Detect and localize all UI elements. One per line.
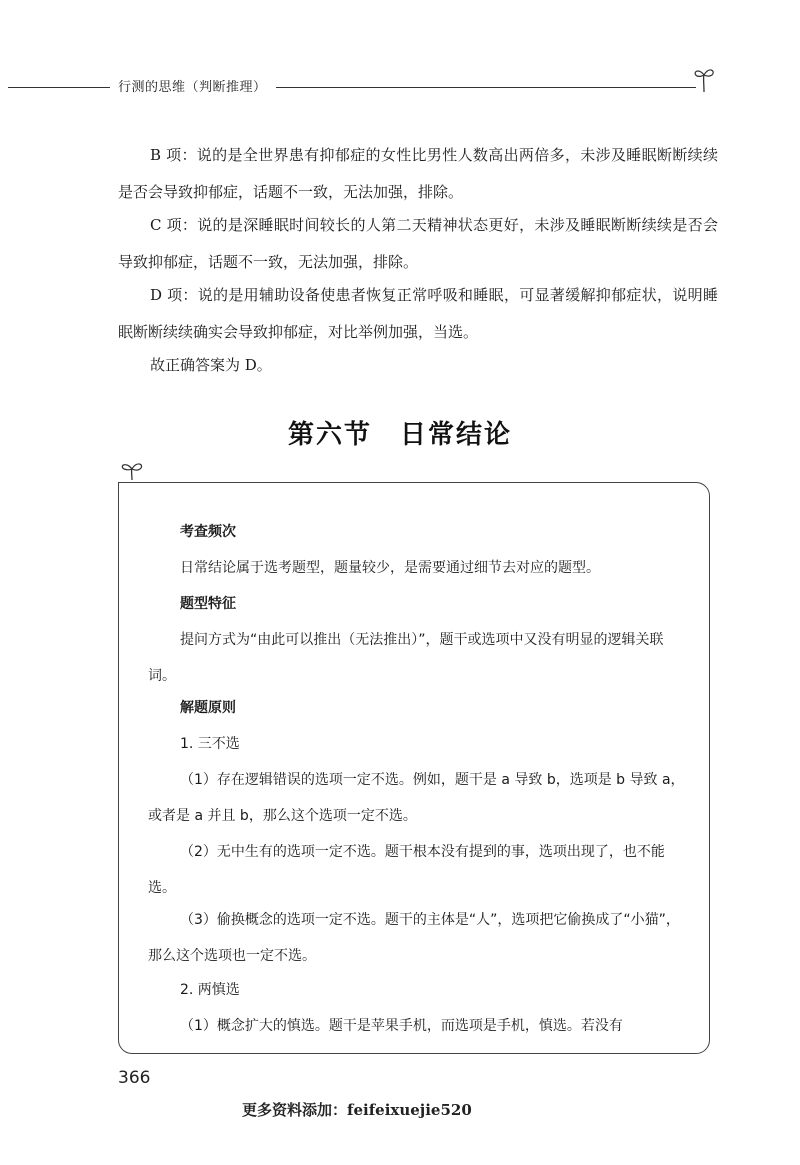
box-list-item-3: （3）偷换概念的选项一定不选。题干的主体是“人”，选项把它偷换成了“小猫”，那么这个选项也一定不选。 — [148, 912, 680, 964]
box-list-item-1: （1）存在逻辑错误的选项一定不选。例如，题干是 a 导致 b，选项是 b 导致 a，或者是 a 并且 b，那么这个选项一定不选。 — [148, 772, 685, 824]
paragraph-option-c: C 项：说的是深睡眠时间较长的人第二天精神状态更好，未涉及睡眠断断续续是否会导致抑郁症，话题不一致，无法加强，排除。 — [118, 216, 718, 271]
paragraph-option-b: B 项：说的是全世界患有抑郁症的女性比男性人数高出两倍多，未涉及睡眠断断续续是否会导致抑郁症，话题不一致，无法加强，排除。 — [118, 146, 718, 201]
box-heading-principles: 解题原则 — [180, 700, 236, 716]
box-paragraph-frequency: 日常结论属于选考题型，题量较少，是需要通过细节去对应的题型。 — [180, 560, 600, 576]
paragraph-option-d: D 项：说的是用辅助设备使患者恢复正常呼吸和睡眠，可显著缓解抑郁症状，说明睡眠断断续续确实会导致抑郁症，对比举例加强，当选。 — [118, 286, 718, 341]
box-heading-frequency: 考查频次 — [180, 524, 236, 540]
footer-note: 更多资料添加：feifeixuejie520 — [242, 1101, 472, 1119]
paragraph-answer: 故正确答案为 D。 — [150, 356, 272, 374]
box-list-heading-three: 1. 三不选 — [180, 736, 240, 752]
running-header — [0, 70, 800, 100]
box-list-item-2: （2）无中生有的选项一定不选。题干根本没有提到的事，选项出现了，也不能选。 — [148, 844, 665, 896]
box-paragraph-features: 提问方式为“由此可以推出（无法推出）”，题干或选项中又没有明显的逻辑关联词。 — [148, 632, 664, 684]
box-heading-features: 题型特征 — [180, 596, 236, 612]
box-list-heading-two: 2. 两慎选 — [180, 982, 240, 998]
section-title: 第六节 日常结论 — [287, 420, 512, 450]
header-title: 行测的思维（判断推理） — [118, 80, 267, 95]
header-rule-left — [8, 87, 110, 88]
box-list-item-4: （1）概念扩大的慎选。题干是苹果手机，而选项是手机，慎选。若没有 — [180, 1018, 623, 1034]
page-number: 366 — [118, 1068, 151, 1088]
sprout-icon — [118, 458, 146, 484]
sprout-icon — [692, 64, 716, 94]
header-rule-right — [276, 87, 696, 88]
